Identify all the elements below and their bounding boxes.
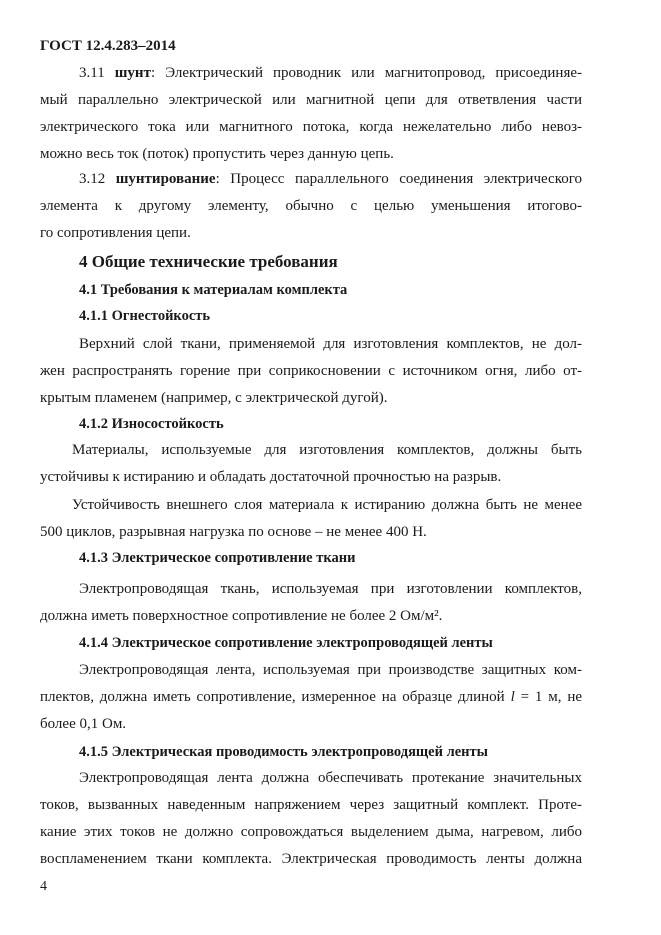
text-line: Верхний слой ткани, применяемой для изготовления комплектов, не дол-: [79, 336, 582, 352]
text-line: Материалы, используемые для изготовления комплектов, должны быть: [72, 442, 582, 458]
section-4-1-heading: 4.1 Требования к материалам комплекта: [79, 282, 348, 298]
text-line: можно весь ток (поток) пропустить через данную цепь.: [40, 146, 394, 162]
text-line: жен распространять горение при соприкосновении с источником огня, либо от-: [40, 363, 582, 379]
term-shunt: шунт: [114, 65, 151, 81]
section-4-1-3-heading: 4.1.3 Электрическое сопротивление ткани: [79, 550, 356, 566]
text-line: крытым пламенем (например, с электрической дугой).: [40, 390, 388, 406]
paragraph-4-1-4: [40, 657, 582, 738]
section-4-1-5-heading: 4.1.5 Электрическая проводимость электропроводящей ленты: [79, 744, 488, 760]
text-line: воспламенением ткани комплекта. Электрическая проводимость ленты должна: [40, 851, 582, 867]
text-line: элемента к другому элементу, обычно с целью уменьшения итогово-: [40, 198, 582, 214]
text-line: более 0,1 Ом.: [40, 716, 127, 732]
section-4-1-2-heading: 4.1.2 Износостойкость: [79, 416, 224, 432]
length-symbol: l: [510, 689, 515, 705]
text-line: Устойчивость внешнего слоя материала к истиранию должна быть не менее: [72, 497, 582, 513]
document-header: ГОСТ 12.4.283–2014: [40, 38, 176, 54]
text-line: Электропроводящая ткань, используемая при изготовлении комплектов,: [79, 581, 582, 597]
text-line: 500 циклов, разрывная нагрузка по основе – не менее 400 Н.: [40, 524, 427, 540]
paragraph-3-11: [40, 60, 582, 168]
section-4-heading: 4 Общие технические требования: [79, 252, 338, 271]
text-line: мый параллельно электрической или магнитной цепи для ответвления части: [40, 92, 582, 108]
paragraph-4-1-5: [40, 765, 582, 873]
section-4-1-4-heading: 4.1.4 Электрическое сопротивление электропроводящей ленты: [79, 635, 493, 651]
text-line: токов, вызванных наведенным напряжением через защитный комплект. Проте-: [40, 797, 582, 813]
paragraph-4-1-1: [40, 331, 582, 412]
text-line: электрического тока или магнитного потока, когда нежелательно либо невоз-: [40, 119, 582, 135]
text-line: Электропроводящая лента должна обеспечивать протекание значительных: [79, 770, 582, 786]
text-line: кание этих токов не должно сопровождаться выделением дыма, нагревом, либо: [40, 824, 582, 840]
text-line: го сопротивления цепи.: [40, 225, 191, 241]
paragraph-4-1-3: [40, 576, 582, 630]
page-number: 4: [40, 879, 47, 894]
paragraph-4-1-2-a: [40, 437, 582, 491]
paragraph-3-12: [40, 166, 582, 247]
text-line: должна иметь поверхностное сопротивление не более 2 Ом/м².: [40, 608, 443, 624]
text-line: 3.11 шунт: Электрический проводник или магнитопровод, присоединяе-: [79, 65, 582, 81]
text-line: 3.12 шунтирование: Процесс параллельного соединения электрического: [79, 171, 582, 187]
text-line: Электропроводящая лента, используемая при производстве защитных ком-: [79, 662, 582, 678]
section-4-1-1-heading: 4.1.1 Огнестойкость: [79, 308, 211, 324]
text-line: устойчивы к истиранию и обладать достаточной прочностью на разрыв.: [40, 469, 502, 485]
term-shunting: шунтирование: [115, 171, 216, 187]
paragraph-4-1-2-b: [40, 492, 582, 546]
text-line: плектов, должна иметь сопротивление, измеренное на образце длиной l = 1 м, не: [40, 689, 583, 705]
